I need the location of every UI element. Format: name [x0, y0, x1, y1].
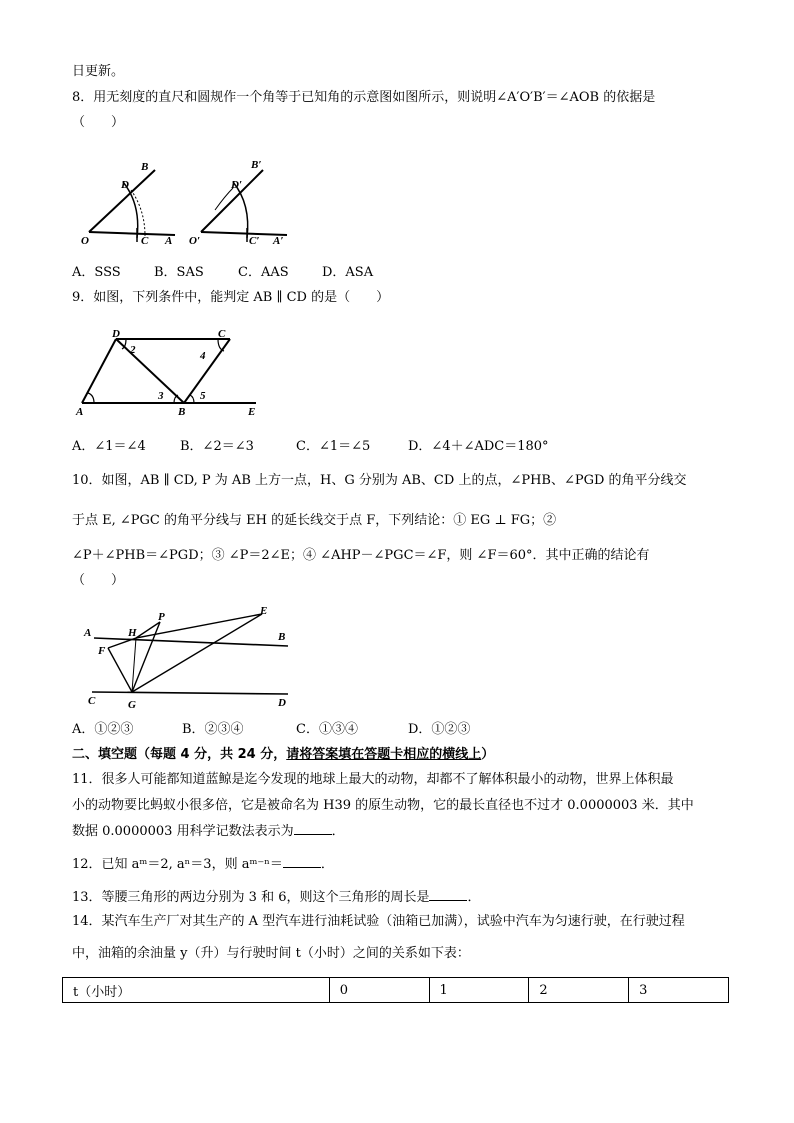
- q14-line1: 14．某汽车生产厂对其生产的 A 型汽车进行油耗试验（油箱已加满），试验中汽车为匀速行驶，在行驶过程: [72, 914, 685, 929]
- q9-option-d: D．∠4＋∠ADC＝180°: [408, 439, 549, 454]
- table-cell: 1: [429, 978, 529, 1003]
- q8-label-C: C: [141, 235, 149, 247]
- continued-text: 日更新。: [72, 64, 125, 79]
- q10-label-G: G: [128, 699, 136, 711]
- q9-label-3: 3: [158, 390, 164, 402]
- q12-text: 12．已知 aᵐ＝2, aⁿ＝3，则 aᵐ⁻ⁿ＝: [72, 857, 283, 872]
- table-cell: 2: [529, 978, 629, 1003]
- q11-line1: 11．很多人可能都知道蓝鲸是迄今发现的地球上最大的动物，却都不了解体积最小的动物，世界上体积最: [72, 772, 674, 787]
- q13-answer-blank[interactable]: [429, 888, 467, 901]
- q8-option-a: A．SSS: [72, 265, 121, 280]
- table-row: [63, 978, 729, 1003]
- q8-arc4: [215, 188, 233, 210]
- q10-label-C: C: [88, 695, 96, 707]
- q10-options: [72, 721, 470, 739]
- section2-title-end: ）: [481, 747, 495, 762]
- q14-line2: 中，油箱的余油量 y（升）与行驶时间 t（小时）之间的关系如下表：: [72, 946, 470, 961]
- table-cell: t（小时）: [63, 978, 330, 1003]
- q13: [72, 888, 481, 907]
- q8-options: [72, 264, 373, 282]
- q12-end: ．: [320, 857, 334, 872]
- q8-label-B: B: [141, 161, 149, 173]
- q11-line3: [72, 822, 345, 841]
- q9-arc5: [190, 395, 194, 403]
- q11-answer-blank[interactable]: [294, 822, 332, 835]
- q10-line-cd: [92, 692, 288, 694]
- q8-label-A2: A′: [273, 235, 284, 247]
- q9-label-4: 4: [200, 350, 206, 362]
- q10-line3: ∠P＋∠PHB＝∠PGD；③ ∠P＝2∠E；④ ∠AHP－∠PGC＝∠F，则 ∠F＝60°．其中正确的结论有: [72, 548, 650, 563]
- q10-label-H: H: [128, 627, 137, 639]
- q8-label-C2: C′: [249, 235, 260, 247]
- q9-arc1: [88, 393, 94, 403]
- q11-line3-text: 数据 0.0000003 用科学记数法表示为: [72, 824, 294, 839]
- q10-line1: 10．如图，AB ∥ CD, P 为 AB 上方一点，H、G 分别为 AB、CD 上的点，∠PHB、∠PGD 的角平分线交: [72, 473, 687, 488]
- q10-figure: [78, 600, 303, 715]
- q14-table: [62, 977, 729, 1003]
- q11-line2: 小的动物要比蚂蚁小很多倍，它是被命名为 H39 的原生动物，它的最长直径也不过才 0.0000003 米．其中: [72, 798, 694, 813]
- q9-label-C: C: [218, 328, 226, 340]
- q10-option-b: B．②③④: [182, 722, 244, 737]
- q10-seg-fg: [108, 648, 132, 692]
- q13-end: ．: [467, 890, 481, 905]
- q9-options: [72, 438, 549, 456]
- q10-option-a: A．①②③: [72, 722, 134, 737]
- q10-label-D: D: [278, 697, 286, 709]
- q9-figure: [72, 325, 262, 417]
- q9-option-c: C．∠1＝∠5: [296, 439, 371, 454]
- q10-label-F: F: [98, 645, 106, 657]
- q13-text: 13．等腰三角形的两边分别为 3 和 6，则这个三角形的周长是: [72, 890, 430, 905]
- q8-label-D: D: [121, 179, 129, 191]
- q8-paren: （ ）: [72, 115, 125, 130]
- q8-label-O2: O′: [189, 235, 201, 247]
- q8-ray-oa: [89, 232, 175, 235]
- q12: [72, 855, 334, 874]
- q8-label-O: O: [81, 235, 89, 247]
- section2-title-underlined: 请将答案填在答题卡相应的横线上: [286, 747, 482, 762]
- q8-option-b: B．SAS: [154, 265, 204, 280]
- q9-label-A: A: [76, 406, 84, 417]
- q12-answer-blank[interactable]: [283, 855, 321, 868]
- q8-option-d: D．ASA: [322, 265, 374, 280]
- q8-label-B2: B′: [251, 159, 262, 171]
- q9-label-E: E: [248, 406, 256, 417]
- q9-label-2: 2: [130, 344, 136, 356]
- table-cell: 3: [629, 978, 729, 1003]
- q9-label-D: D: [112, 328, 120, 340]
- q11-line3-end: ．: [331, 824, 345, 839]
- q10-paren: （ ）: [72, 573, 125, 588]
- q10-label-P: P: [158, 611, 165, 623]
- q9-option-b: B．∠2＝∠3: [180, 439, 254, 454]
- section2-title: [72, 746, 494, 764]
- section2-title-main: 二、填空题（每题 4 分，共 24 分，: [72, 747, 287, 762]
- q8-figure: [75, 152, 305, 250]
- q10-label-A: A: [84, 627, 92, 639]
- q10-option-c: C．①③④: [296, 722, 358, 737]
- table-cell: 0: [329, 978, 429, 1003]
- q9-line-ad: [82, 339, 116, 403]
- q8-option-c: C．AAS: [238, 265, 289, 280]
- q8-label-A: A: [165, 235, 173, 247]
- q10-label-B: B: [278, 631, 286, 643]
- q9-label-B: B: [178, 406, 186, 417]
- q9-stem: 9．如图，下列条件中，能判定 AB ∥ CD 的是（ ）: [72, 290, 390, 305]
- q10-line2: 于点 E, ∠PGC 的角平分线与 EH 的延长线交于点 F，下列结论：① EG ⊥ FG；②: [72, 513, 557, 528]
- q9-line-bc: [184, 339, 230, 403]
- q9-line-db: [116, 339, 184, 403]
- q9-label-5: 5: [200, 390, 206, 402]
- q10-option-d: D．①②③: [408, 722, 471, 737]
- q9-option-a: A．∠1＝∠4: [72, 439, 146, 454]
- q8-stem: 8．用无刻度的直尺和圆规作一个角等于已知角的示意图如图所示，则说明∠A′O′B′＝∠AOB 的依据是: [72, 90, 656, 105]
- q10-label-E: E: [260, 605, 268, 617]
- q8-label-D2: D′: [231, 179, 243, 191]
